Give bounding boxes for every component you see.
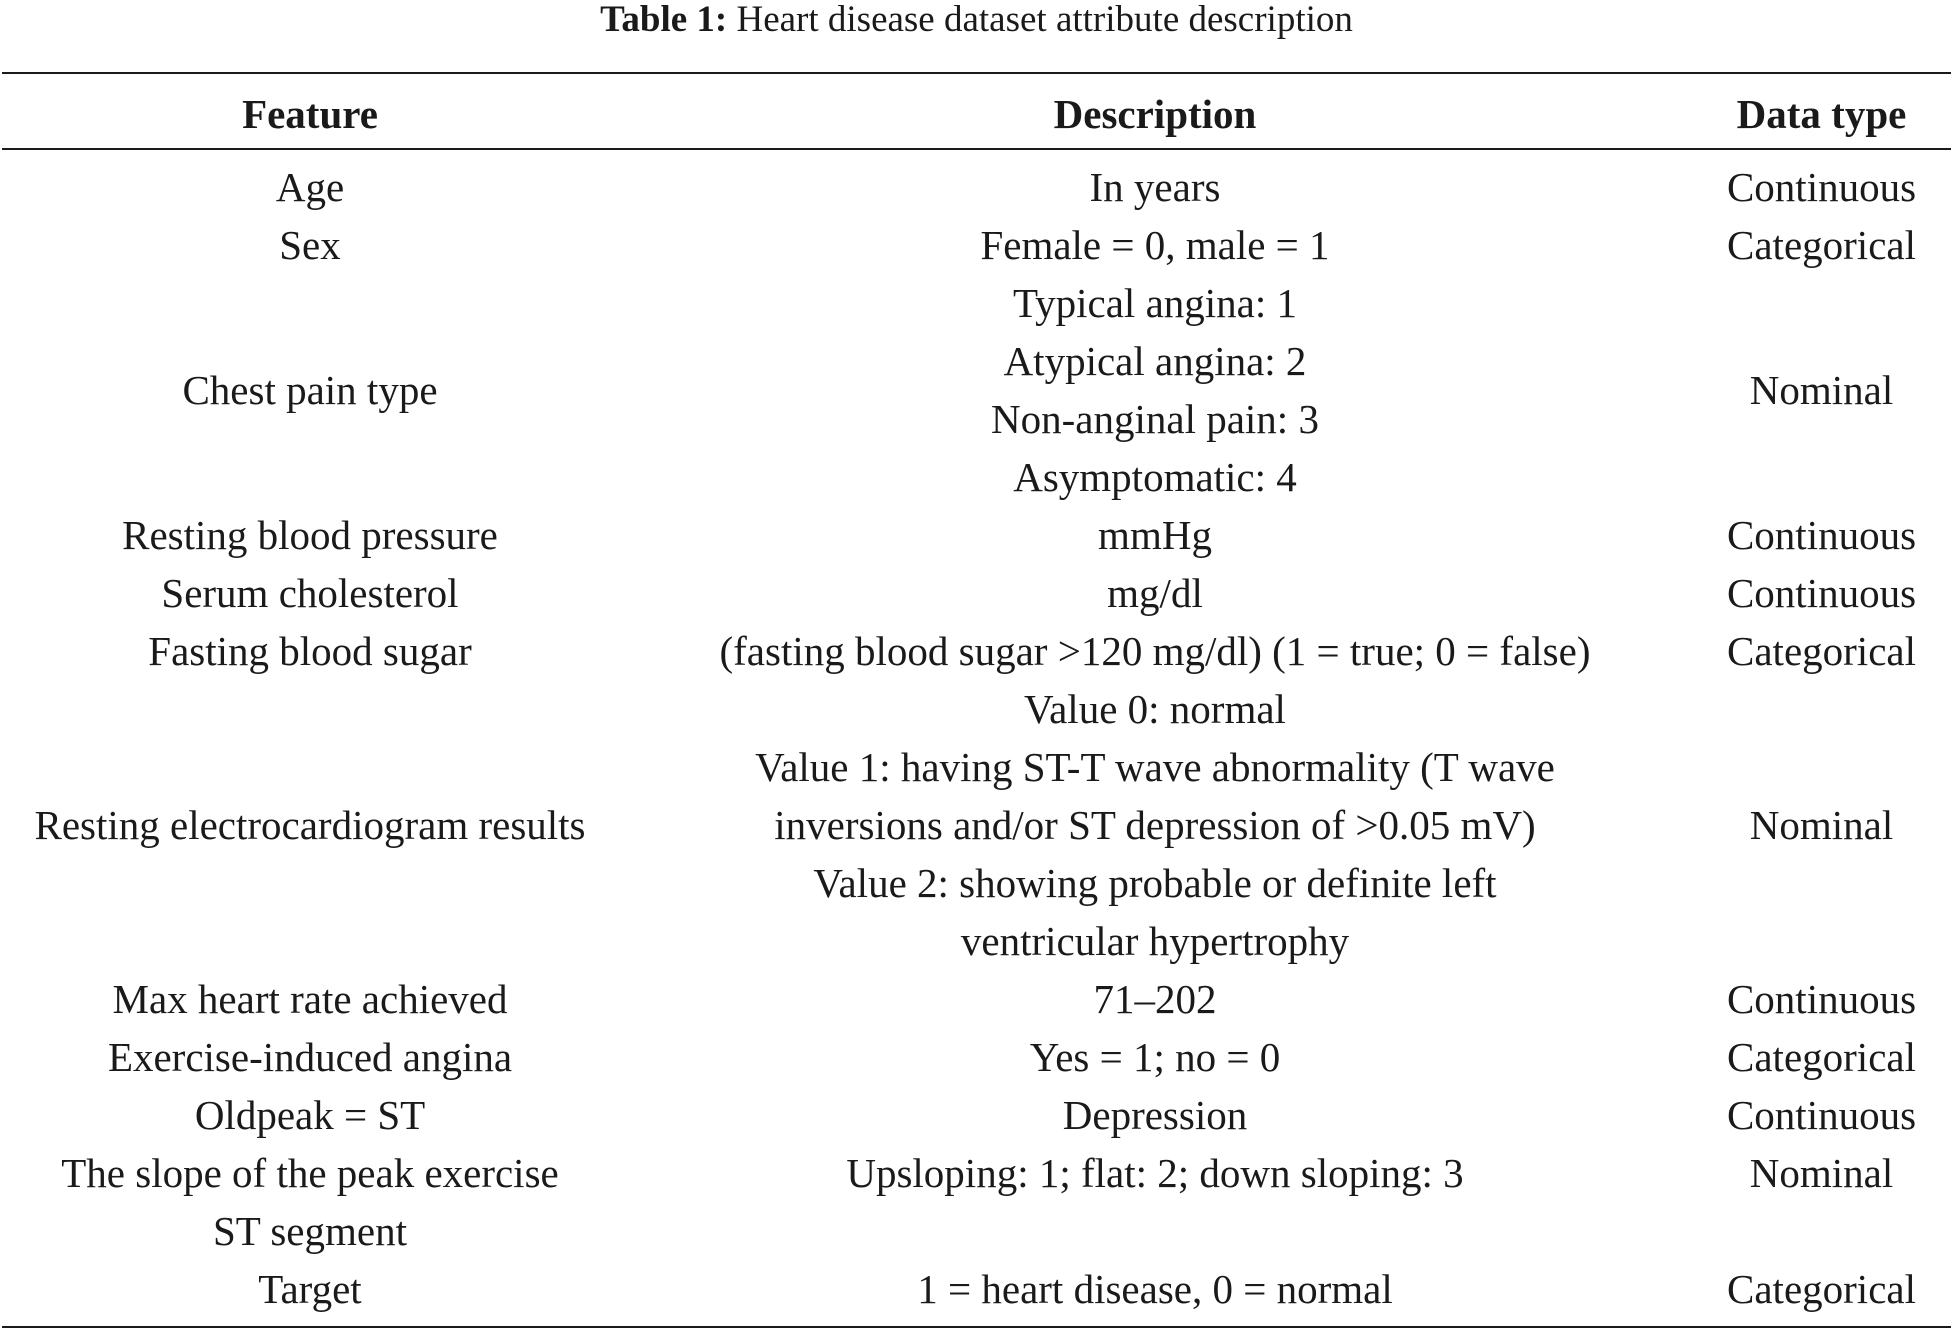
feature-cell xyxy=(0,506,620,564)
table-row xyxy=(0,622,1953,680)
data-type-text: Continuous xyxy=(1726,1092,1917,1138)
feature-text: Target xyxy=(258,1266,362,1312)
caption-label: Table 1: xyxy=(600,0,728,40)
feature-text: Resting blood pressure xyxy=(122,512,498,558)
description-text: inversions and/or ST depression of >0.05 mV) xyxy=(774,802,1536,848)
data-type-cell xyxy=(1690,506,1953,564)
description-text: Non-anginal pain: 3 xyxy=(991,396,1319,442)
description-text: mg/dl xyxy=(1107,570,1203,616)
description-cell xyxy=(620,1144,1690,1260)
description-text: (fasting blood sugar >120 mg/dl) (1 = true; 0 = false) xyxy=(719,628,1591,674)
data-type-cell xyxy=(1690,680,1953,970)
description-text: Value 0: normal xyxy=(1024,686,1286,732)
data-type-cell xyxy=(1690,1028,1953,1086)
feature-cell xyxy=(0,1144,620,1260)
description-text: ventricular hypertrophy xyxy=(960,918,1350,964)
table-body xyxy=(0,158,1953,1323)
description-cell xyxy=(620,970,1690,1028)
data-type-cell xyxy=(1690,970,1953,1028)
data-type-text: Nominal xyxy=(1749,367,1894,413)
feature-cell xyxy=(0,622,620,680)
feature-cell xyxy=(0,1086,620,1144)
table-header-rule xyxy=(2,148,1951,150)
table-row xyxy=(0,506,1953,564)
data-type-cell xyxy=(1690,1260,1953,1318)
description-text: Upsloping: 1; flat: 2; down sloping: 3 xyxy=(846,1150,1464,1196)
data-type-text: Nominal xyxy=(1749,802,1894,848)
data-type-cell xyxy=(1690,158,1953,216)
description-text: mmHg xyxy=(1098,512,1212,558)
table-header-row xyxy=(0,84,1953,144)
table-bottom-rule xyxy=(2,1326,1951,1328)
data-type-text: Categorical xyxy=(1727,1266,1916,1312)
description-cell xyxy=(620,506,1690,564)
table-row xyxy=(0,564,1953,622)
table-row xyxy=(0,1260,1953,1318)
feature-text: Sex xyxy=(279,222,341,268)
header-data-type: Data type xyxy=(1736,91,1907,137)
data-type-cell xyxy=(1690,274,1953,506)
feature-text: The slope of the peak exercise xyxy=(61,1150,559,1196)
data-type-text: Categorical xyxy=(1727,628,1916,674)
description-text: Yes = 1; no = 0 xyxy=(1029,1034,1281,1080)
table-row xyxy=(0,1028,1953,1086)
table-top-rule xyxy=(2,72,1951,74)
description-cell xyxy=(620,158,1690,216)
feature-cell xyxy=(0,274,620,506)
feature-cell xyxy=(0,564,620,622)
feature-text: Resting electrocardiogram results xyxy=(34,802,586,848)
feature-cell xyxy=(0,216,620,274)
description-cell xyxy=(620,680,1690,970)
data-type-cell xyxy=(1690,622,1953,680)
feature-text: Serum cholesterol xyxy=(161,570,459,616)
data-type-cell xyxy=(1690,564,1953,622)
feature-text: Exercise-induced angina xyxy=(107,1034,513,1080)
data-type-cell xyxy=(1690,216,1953,274)
header-feature: Feature xyxy=(242,91,378,137)
description-text: Atypical angina: 2 xyxy=(1003,338,1307,384)
feature-text: Max heart rate achieved xyxy=(112,976,508,1022)
feature-text: Age xyxy=(275,164,345,210)
description-text: Value 2: showing probable or definite left xyxy=(813,860,1497,906)
table-row xyxy=(0,158,1953,216)
caption-title: Heart disease dataset attribute description xyxy=(736,0,1353,40)
table-row xyxy=(0,1086,1953,1144)
description-text: Asymptomatic: 4 xyxy=(1013,454,1297,500)
feature-cell xyxy=(0,680,620,970)
feature-cell xyxy=(0,970,620,1028)
feature-text: Chest pain type xyxy=(182,367,438,413)
feature-text: ST segment xyxy=(213,1208,407,1254)
feature-cell xyxy=(0,1260,620,1318)
description-cell xyxy=(620,622,1690,680)
table-row xyxy=(0,970,1953,1028)
table-row xyxy=(0,1144,1953,1260)
feature-text: Oldpeak = ST xyxy=(194,1092,426,1138)
description-text: Depression xyxy=(1062,1092,1248,1138)
data-type-text: Continuous xyxy=(1726,976,1917,1022)
data-type-text: Categorical xyxy=(1727,1034,1916,1080)
description-text: 71–202 xyxy=(1093,976,1217,1022)
header-description: Description xyxy=(1053,91,1257,137)
table-row xyxy=(0,680,1953,970)
feature-cell xyxy=(0,158,620,216)
data-type-text: Continuous xyxy=(1726,164,1917,210)
table-row xyxy=(0,274,1953,506)
description-text: Typical angina: 1 xyxy=(1012,280,1298,326)
feature-text: Fasting blood sugar xyxy=(148,628,472,674)
table-caption xyxy=(0,0,1953,40)
description-cell xyxy=(620,1028,1690,1086)
data-type-cell xyxy=(1690,1144,1953,1260)
data-type-text: Continuous xyxy=(1726,570,1917,616)
description-cell xyxy=(620,1086,1690,1144)
description-text: In years xyxy=(1089,164,1221,210)
description-cell xyxy=(620,274,1690,506)
data-type-cell xyxy=(1690,1086,1953,1144)
data-type-text: Categorical xyxy=(1727,222,1916,268)
description-cell xyxy=(620,216,1690,274)
description-text: Female = 0, male = 1 xyxy=(980,222,1330,268)
data-type-text: Nominal xyxy=(1749,1150,1894,1196)
feature-cell xyxy=(0,1028,620,1086)
description-cell xyxy=(620,1260,1690,1318)
data-type-text: Continuous xyxy=(1726,512,1917,558)
description-text: 1 = heart disease, 0 = normal xyxy=(917,1266,1393,1312)
description-text: Value 1: having ST-T wave abnormality (T wave xyxy=(755,744,1555,790)
description-cell xyxy=(620,564,1690,622)
table-row xyxy=(0,216,1953,274)
